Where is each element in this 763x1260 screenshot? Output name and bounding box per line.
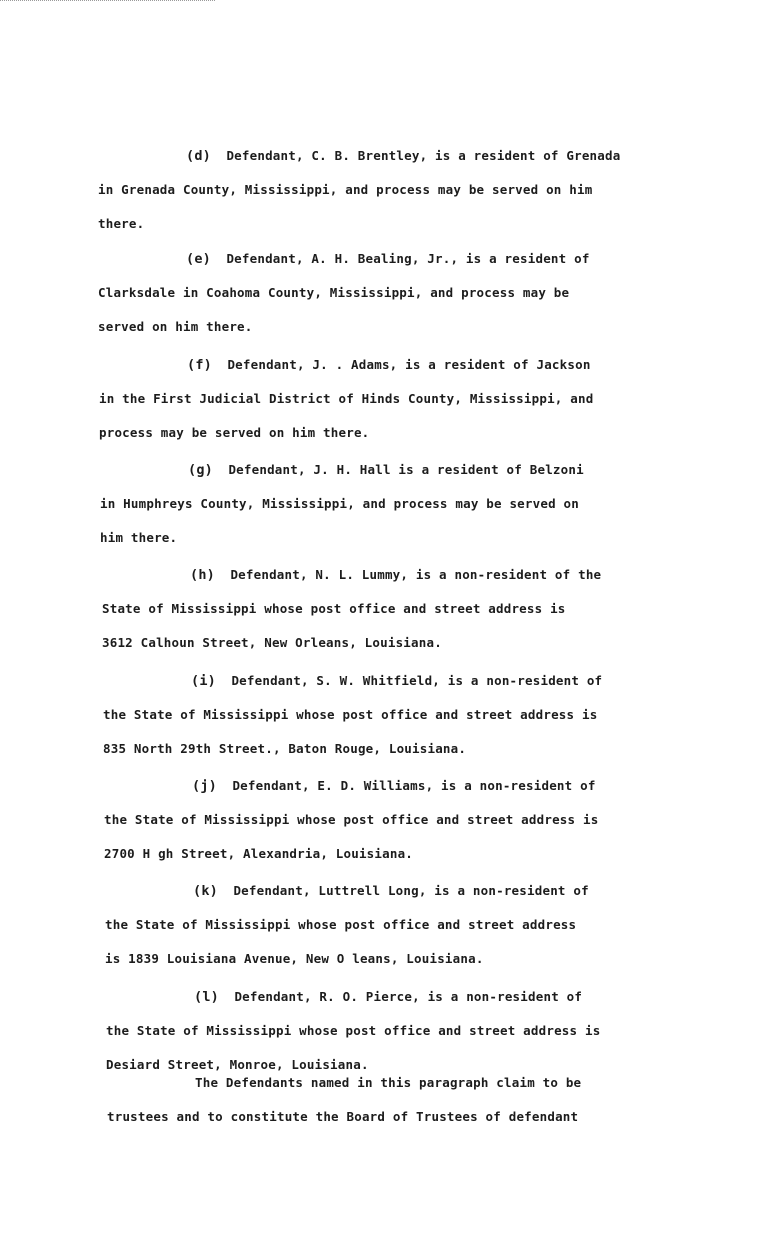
paragraph-g [100, 453, 584, 555]
paragraph-text: Defendant, N. L. Lummy, is a non-resident of the [230, 567, 602, 582]
paragraph-first-line [99, 348, 593, 382]
paragraph-first-line [98, 242, 590, 276]
paragraph-d [98, 139, 620, 241]
paragraph-text: 2700 H gh Street, Alexandria, Louisiana. [104, 846, 414, 861]
paragraph-i [103, 664, 602, 766]
paragraph-text: Defendant, S. W. Whitfield, is a non-resident of [231, 673, 603, 688]
paragraph-label: (i) [191, 673, 216, 689]
paragraph-h [102, 558, 601, 660]
paragraph-closing [107, 1066, 581, 1134]
paragraph-text: in Humphreys County, Mississippi, and process may be served on [100, 496, 579, 511]
paragraph-label: (l) [194, 989, 219, 1005]
paragraph-first-line [100, 453, 584, 487]
paragraph-text: the State of Mississippi whose post office and street address is [103, 707, 598, 722]
paragraph-first-line [98, 139, 620, 173]
paragraph-text: Defendant, C. B. Brentley, is a resident of Grenada [226, 148, 621, 163]
paragraph-text: 835 North 29th Street., Baton Rouge, Louisiana. [103, 741, 467, 756]
paragraph-first-line [104, 769, 598, 803]
paragraph-first-line [102, 558, 601, 592]
paragraph-text: in Grenada County, Mississippi, and process may be served on him [98, 182, 593, 197]
paragraph-label: (k) [193, 883, 218, 899]
paragraph-f [99, 348, 593, 450]
paragraph-e [98, 242, 590, 344]
paragraph-text: Clarksdale in Coahoma County, Mississippi, and process may be [98, 285, 570, 300]
paragraph-first-line [105, 874, 589, 908]
paragraph-label: (h) [190, 567, 215, 583]
paragraph-text: is 1839 Louisiana Avenue, New O leans, Louisiana. [105, 951, 484, 966]
paragraph-text: 3612 Calhoun Street, New Orleans, Louisiana. [102, 635, 442, 650]
paragraph-text: there. [98, 216, 145, 231]
paragraph-text: the State of Mississippi whose post office and street address is [106, 1023, 601, 1038]
paragraph-label: (j) [192, 778, 217, 794]
paragraph-label: (e) [186, 251, 211, 267]
paragraph-text: Defendant, R. O. Pierce, is a non-resident of [234, 989, 583, 1004]
paragraph-text: Defendant, E. D. Williams, is a non-resident of [232, 778, 596, 793]
scan-edge-mark [0, 0, 215, 4]
paragraph-text: State of Mississippi whose post office and street address is [102, 601, 566, 616]
paragraph-k [105, 874, 589, 976]
paragraph-label: (d) [186, 148, 211, 164]
paragraph-text: in the First Judicial District of Hinds County, Mississippi, and [99, 391, 594, 406]
paragraph-text: trustees and to constitute the Board of Trustees of defendant [107, 1109, 579, 1124]
paragraph-text: The Defendants named in this paragraph claim to be [195, 1075, 582, 1090]
paragraph-first-line [106, 980, 600, 1014]
paragraph-text: Desiard Street, Monroe, Louisiana. [106, 1057, 369, 1072]
paragraph-label: (f) [187, 357, 212, 373]
paragraph-j [104, 769, 598, 871]
paragraph-text: process may be served on him there. [99, 425, 370, 440]
paragraph-label: (g) [188, 462, 213, 478]
paragraph-text: the State of Mississippi whose post office and street address is [104, 812, 599, 827]
paragraph-text: him there. [100, 530, 178, 545]
paragraph-text: served on him there. [98, 319, 253, 334]
paragraph-text: Defendant, A. H. Bealing, Jr., is a resident of [226, 251, 590, 266]
paragraph-text: Defendant, J. . Adams, is a resident of Jackson [227, 357, 591, 372]
paragraph-text: Defendant, J. H. Hall is a resident of Belzoni [228, 462, 584, 477]
paragraph-text: the State of Mississippi whose post office and street address [105, 917, 577, 932]
paragraph-text: Defendant, Luttrell Long, is a non-resident of [233, 883, 589, 898]
paragraph-first-line [103, 664, 602, 698]
